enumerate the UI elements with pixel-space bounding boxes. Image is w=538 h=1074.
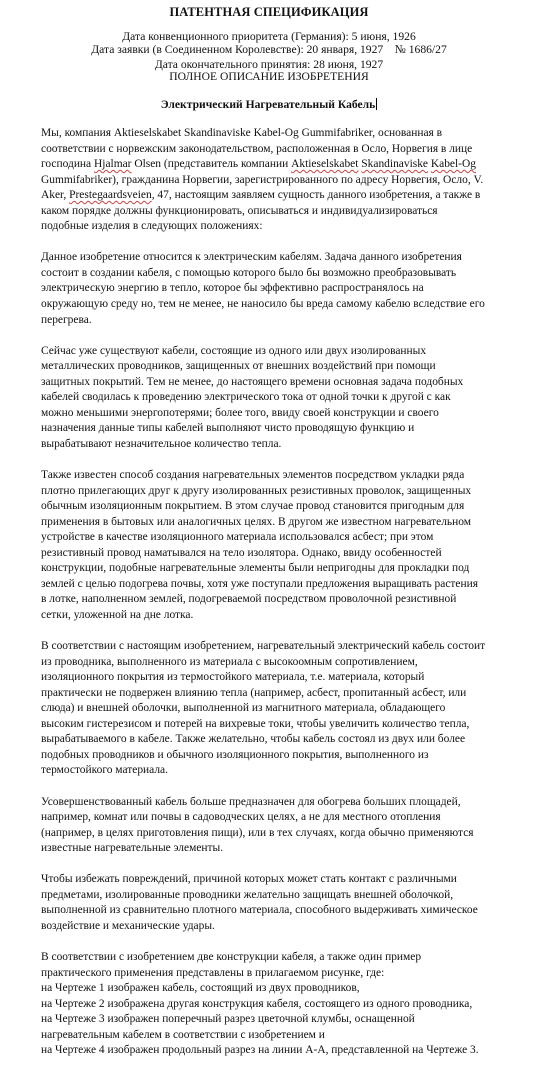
priority-date-line: Дата конвенционного приоритета (Германия): 5 июня, 1926 — [122, 30, 416, 43]
spellcheck-word: Prestegaardsveien — [69, 189, 152, 202]
text-line: защитных покрытий. Тем не менее, до настоящего времени основная задача подобных — [41, 375, 464, 388]
document-body[interactable] — [41, 126, 535, 1074]
text-line: практического применения представлены в прилагаемом рисунке, где: — [41, 966, 385, 979]
text-line: металлических проводников, защищенных от внешних воздействий при помощи — [41, 360, 436, 373]
text-line: Также известен способ создания нагревательных элементов посредством укладки ряда — [41, 469, 465, 482]
paragraph-8 — [41, 950, 535, 1059]
spellcheck-word: Hjalmar — [94, 158, 132, 171]
text-line: Сейчас уже существуют кабели, состоящие из одного или двух изолированных — [41, 344, 427, 357]
text-line: Мы, компания Aktieselskabet Skandinaviske Kabel-Og Gummifabriker, основанная в — [41, 127, 443, 139]
text-line: практически не подвержен влиянию тепла (например, асбест, пропитанный асбест, или — [41, 686, 467, 699]
text-line: землей с целью подогрева почвы, хотя уже поступали предложения выращивать растения — [41, 577, 478, 590]
text-line: слюда) и внешней оболочки, выполненной из магнитного материала, обладающего — [41, 702, 446, 715]
paragraph-7 — [41, 872, 535, 934]
paragraph-1 — [41, 126, 535, 235]
text-line: можно меньшими энергопотерями; более того, ввиду своей конструкции и своего — [41, 406, 439, 419]
text-line: соответствии с норвежским законодательством, расположенная в Осло, Норвегия в лице — [41, 142, 473, 155]
text-line: на Чертеже 3 изображен поперечный разрез цветочной клумбы, оснащенной — [41, 1013, 415, 1026]
text-line: применения в бытовых или аналогичных целях. В другом же известном нагревательном — [41, 515, 471, 528]
text-line: изоляционного покрытия из термостойкого материала, т.е. материала, который — [41, 671, 425, 684]
text-line: вырабатываемого в кабеле. Также желательно, чтобы кабель состоял из двух или более — [41, 733, 466, 746]
text-line: В соответствии с изобретением две конструкции кабеля, а также один пример — [41, 950, 422, 963]
text-line: резистивный провод наматывался на тело изолятора. Однако, ввиду особенностей — [41, 546, 442, 559]
text-line: воздействие и механические удары. — [41, 919, 215, 932]
paragraph-2 — [41, 250, 535, 328]
text-line: Данное изобретение относится к электрическим кабелям. Задача данного изобретения — [41, 251, 462, 264]
paragraph-6 — [41, 795, 535, 857]
spellcheck-word: Kabel-Og — [430, 158, 476, 171]
invention-title — [0, 98, 538, 111]
text-line: нагревательным кабелем в соответствии с изобретением и — [41, 1028, 325, 1041]
text-line: термостойкого материала. — [41, 764, 168, 777]
document-heading: ПАТЕНТНАЯ СПЕЦИФИКАЦИЯ — [169, 5, 369, 19]
text-line: высоким гистерезисом и потерей на вихревые токи, чтобы увеличить количество тепла, — [41, 717, 470, 730]
text-line: обычным изоляционным покрытием. В этом случае провод становится пригодным для — [41, 500, 465, 513]
text-line: предметами, изолированные проводники желательно защищать внешней оболочкой, — [41, 888, 454, 901]
text-line: Aker, Prestegaardsveien, 47, настоящим заявляем сущность данного изобретения, а также в — [41, 189, 481, 202]
text-line: кабелей сводилась к проведению электрического тока от одной точки к другой с как — [41, 391, 451, 404]
text-cursor — [376, 98, 377, 110]
text-line: подобные изделия в следующих положениях: — [41, 220, 263, 233]
text-line: каком порядке должны функционировать, описываться и индивидуализироваться — [41, 204, 438, 217]
description-heading: ПОЛНОЕ ОПИСАНИЕ ИЗОБРЕТЕНИЯ — [169, 70, 369, 83]
paragraph-3 — [41, 344, 535, 453]
text-line: устройстве в качестве изоляционного материала использовался асбест; при этом — [41, 531, 434, 544]
acceptance-date-line: Дата окончательного принятия: 28 июня, 1927 — [154, 58, 384, 71]
text-line: в лотке, наполненном землей, подогреваемой посредством проволочной резистивной — [41, 593, 457, 606]
text-line: окружающую среду но, тем не менее, не наносило бы вреда самому кабелю вследствие его — [41, 298, 485, 311]
spellcheck-word: Skandinaviske — [361, 158, 429, 171]
application-date-line: Дата заявки (в Соединенном Королевстве): 20 января, 1927 № 1686/27 — [91, 43, 447, 56]
text-line: выполненной из сравнительно плотного материала, способного выдерживать химическое — [41, 904, 478, 917]
text-line: перегрева. — [41, 313, 92, 326]
text-line: вырабатывают незначительное количество тепла. — [41, 437, 282, 450]
text-line: господина Hjalmar Olsen (представитель компании Aktieselskabet Skandinaviske Kabel-Og — [41, 158, 476, 171]
text-line: (например, в целях приготовления пищи), или в тех случаях, когда обычно применяются — [41, 826, 474, 839]
text-line: известные нагревательные элементы. — [41, 842, 224, 855]
text-line: состоит в создании кабеля, с помощью которого было бы возможно преобразовывать — [41, 266, 457, 279]
paragraph-5 — [41, 639, 535, 779]
text-line: на Чертеже 2 изображена другая конструкция кабеля, состоящего из одного проводника, — [41, 997, 473, 1010]
text-line: подобных проводников и обычного изоляционного покрытия, выполненного из — [41, 748, 429, 761]
text-line: Усовершенствованный кабель больше предназначен для обогрева больших площадей, — [41, 795, 461, 808]
text-line: на Чертеже 4 изображен продольный разрез на линии А-А, представленной на Чертеже 3. — [41, 1044, 479, 1057]
text-line: сетки, уложенной на дне лотка. — [41, 608, 194, 621]
text-line: конструкции, подобные нагревательные элементы были непригодны для прокладки под — [41, 562, 470, 575]
invention-title-text: Электрический Нагревательный Кабель — [160, 98, 376, 111]
text-line: плотно прилегающих друг к другу изолированных резистивных проволок, защищенных — [41, 484, 472, 497]
text-line: электрическую энергию в тепло, которое бы эффективно распространялось на — [41, 282, 424, 295]
text-line: из проводника, выполненного из материала с высокоомным сопротивлением, — [41, 655, 418, 668]
text-line: В соответствии с настоящим изобретением, нагревательный электрический кабель состоит — [41, 640, 486, 653]
text-line: на Чертеже 1 изображен кабель, состоящий из двух проводников, — [41, 982, 360, 995]
text-line: Чтобы избежать повреждений, причиной которых может стать контакт с различными — [41, 873, 457, 886]
text-line: Gummifabriker), гражданина Норвегии, зарегистрированного по адресу Норвегия, Осло, V. — [41, 173, 484, 186]
spellcheck-word: Aktieselskabet — [291, 158, 359, 171]
text-line: например, комнат или почвы в садоводческих целях, а не для местного отопления — [41, 811, 441, 824]
text-line: назначения данные типы кабелей выполняют чисто проводящую функцию и — [41, 422, 415, 435]
paragraph-4 — [41, 468, 535, 623]
